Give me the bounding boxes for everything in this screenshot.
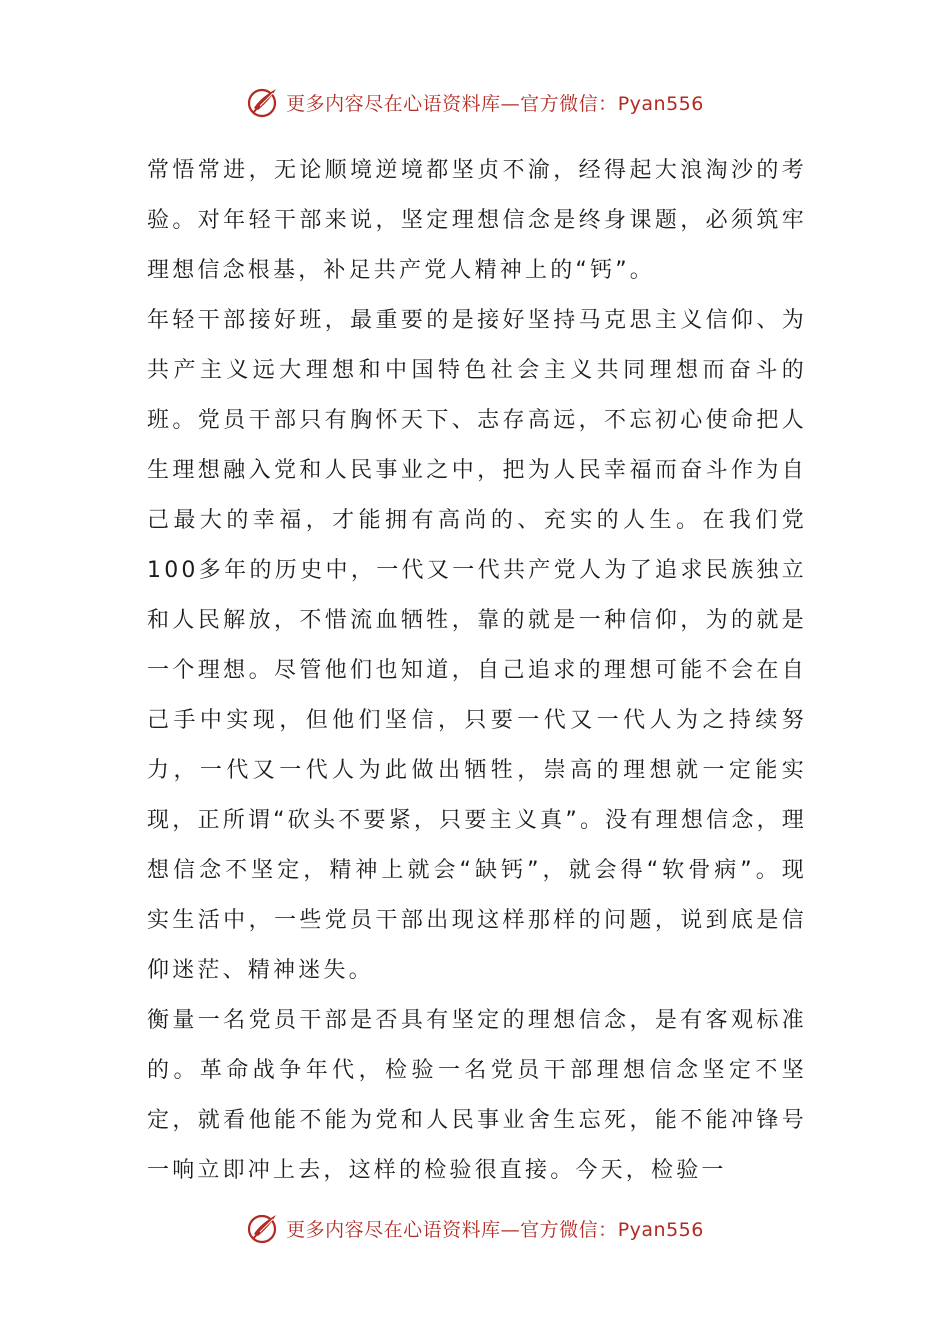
paragraph-3: 衡量一名党员干部是否具有坚定的理想信念，是有客观标准的。革命战争年代，检验一名党员干部理想信念坚定不坚定，就看他能不能为党和人民事业舍生忘死，能不能冲锋号一响立即冲上去，这样的检验很直接。今天，检验一 xyxy=(147,1008,807,1183)
footer-banner xyxy=(0,1208,950,1248)
quill-pen-logo-icon xyxy=(246,1210,282,1246)
paragraph-2: 年轻干部接好班，最重要的是接好坚持马克思主义信仰、为共产主义远大理想和中国特色社会主义共同理想而奋斗的班。党员干部只有胸怀天下、志存高远，不忘初心使命把人生理想融入党和人民事业之中，把为人民幸福而奋斗作为自己最大的幸福，才能拥有高尚的、充实的人生。在我们党100多年的历史中，一代又一代共产党人为了追求民族独立和人民解放，不惜流血牺牲，靠的就是一种信仰，为的就是一个理想。尽管他们也知道，自己追求的理想可能不会在自己手中实现，但他们坚信，只要一代又一代人为之持续努力，一代又一代人为此做出牺牲，崇高的理想就一定能实现，正所谓“砍头不要紧，只要主义真”。没有理想信念，理想信念不坚定，精神上就会“缺钙”，就会得“软骨病”。现实生活中，一些党员干部出现这样那样的问题，说到底是信仰迷茫、精神迷失。 xyxy=(147,308,807,983)
footer-wechat-label: 官方微信： xyxy=(520,1218,618,1241)
header-slogan: 更多内容尽在心语资料库 xyxy=(286,92,501,115)
footer-wechat-id: Pyan556 xyxy=(617,1218,704,1241)
paragraph-1: 常悟常进，无论顺境逆境都坚贞不渝，经得起大浪淘沙的考验。对年轻干部来说，坚定理想信念是终身课题，必须筑牢理想信念根基，补足共产党人精神上的“钙”。 xyxy=(147,158,807,283)
footer-separator: — xyxy=(500,1218,521,1241)
footer-slogan: 更多内容尽在心语资料库 xyxy=(286,1218,501,1241)
header-wechat-label: 官方微信： xyxy=(520,92,618,115)
quill-pen-logo-icon xyxy=(246,84,282,120)
header-wechat-id: Pyan556 xyxy=(617,92,704,115)
header-separator: — xyxy=(500,92,521,115)
header-banner xyxy=(0,82,950,122)
document-body xyxy=(147,146,807,1196)
header-banner-text xyxy=(286,89,704,116)
footer-banner-text xyxy=(286,1215,704,1242)
